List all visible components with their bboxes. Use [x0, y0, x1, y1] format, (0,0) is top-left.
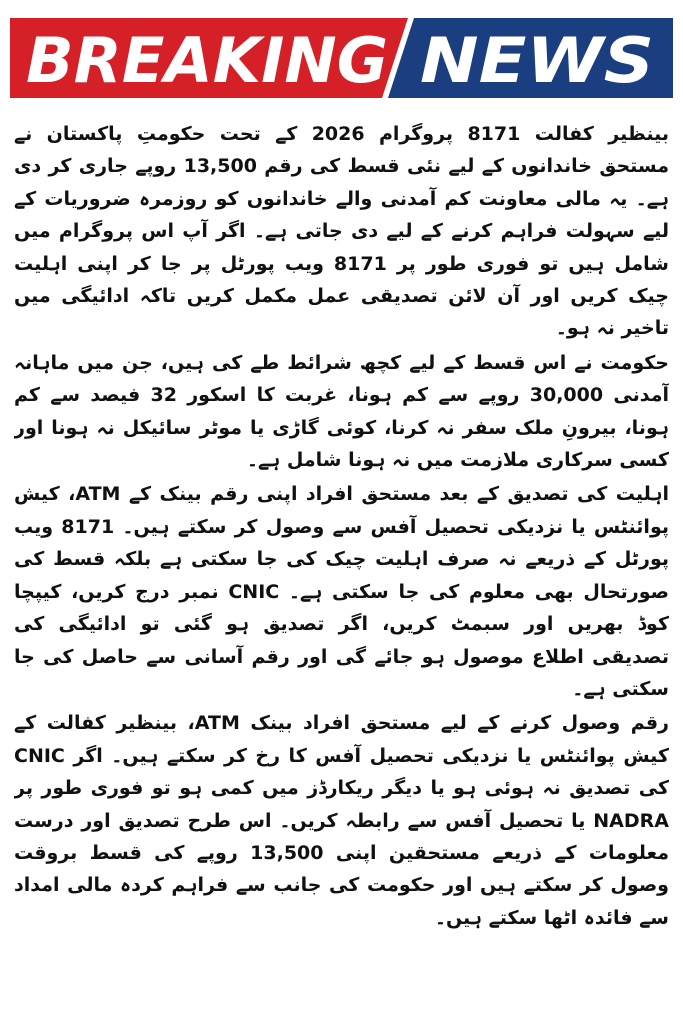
- banner-word-news: NEWS: [420, 24, 654, 97]
- breaking-news-banner: [10, 18, 673, 98]
- article-paragraph-4: رقم وصول کرنے کے لیے مستحق افراد بینک ATM، بینظیر کفالت کے کیش پوائنٹس یا نزدیکی تحصیل آفس کا رخ کر سکتے ہیں۔ اگر CNIC کی تصدیق نہ ہوئی ہو یا دیگر ریکارڈز میں کمی ہو تو فوری طور پر NADRA یا تحصیل آفس سے رابطہ کریں۔ اس طرح تصدیق اور درست معلومات کے ذریعے مستحقین اپنی 13,500 روپے کی قسط بروقت وصول کر سکتے ہیں اور حکومت کی جانب سے فراہم کردہ مالی امداد سے فائدہ اٹھا سکتے ہیں۔: [14, 712, 669, 929]
- article-body: [14, 118, 669, 1018]
- banner-graphic: [10, 18, 673, 98]
- article-paragraph-3: اہلیت کی تصدیق کے بعد مستحق افراد اپنی رقم بینک کے ATM، کیش پوائنٹس یا نزدیکی تحصیل آفس سے وصول کر سکتے ہیں۔ 8171 ویب پورٹل کے ذریعے نہ صرف اہلیت چیک کی جا سکتی ہے بلکہ قسط کی صورتحال بھی معلوم کی جا سکتی ہے۔ CNIC نمبر درج کریں، کیپچا کوڈ بھریں اور سبمٹ کریں، اگر تصدیق ہو گئی تو ادائیگی کی تصدیقی اطلاع موصول ہو جائے گی اور رقم آسانی سے حاصل کی جا سکتی ہے۔: [14, 483, 669, 700]
- article-paragraph-1: بینظیر کفالت 8171 پروگرام 2026 کے تحت حکومتِ پاکستان نے مستحق خاندانوں کے لیے نئی قسط کی رقم 13,500 روپے جاری کر دی ہے۔ یہ مالی معاونت کم آمدنی والے خاندانوں کو روزمرہ ضروریات کے لیے سہولت فراہم کرنے کے لیے دی جاتی ہے۔ اگر آپ اس پروگرام میں شامل ہیں تو فوری طور پر 8171 ویب پورٹل پر جا کر اپنی اہلیت چیک کریں اور آن لائن تصدیقی عمل مکمل کریں تاکہ ادائیگی میں تاخیر نہ ہو۔: [14, 123, 669, 340]
- article-paragraph-2: حکومت نے اس قسط کے لیے کچھ شرائط طے کی ہیں، جن میں ماہانہ آمدنی 30,000 روپے سے کم ہونا، غربت کا اسکور 32 فیصد سے کم ہونا، بیرونِ ملک سفر نہ کرنا، کوئی گاڑی یا موٹر سائیکل نہ ہونا اور کسی سرکاری ملازمت میں نہ ہونا شامل ہے۔: [14, 351, 669, 472]
- banner-word-breaking: BREAKING: [26, 24, 388, 97]
